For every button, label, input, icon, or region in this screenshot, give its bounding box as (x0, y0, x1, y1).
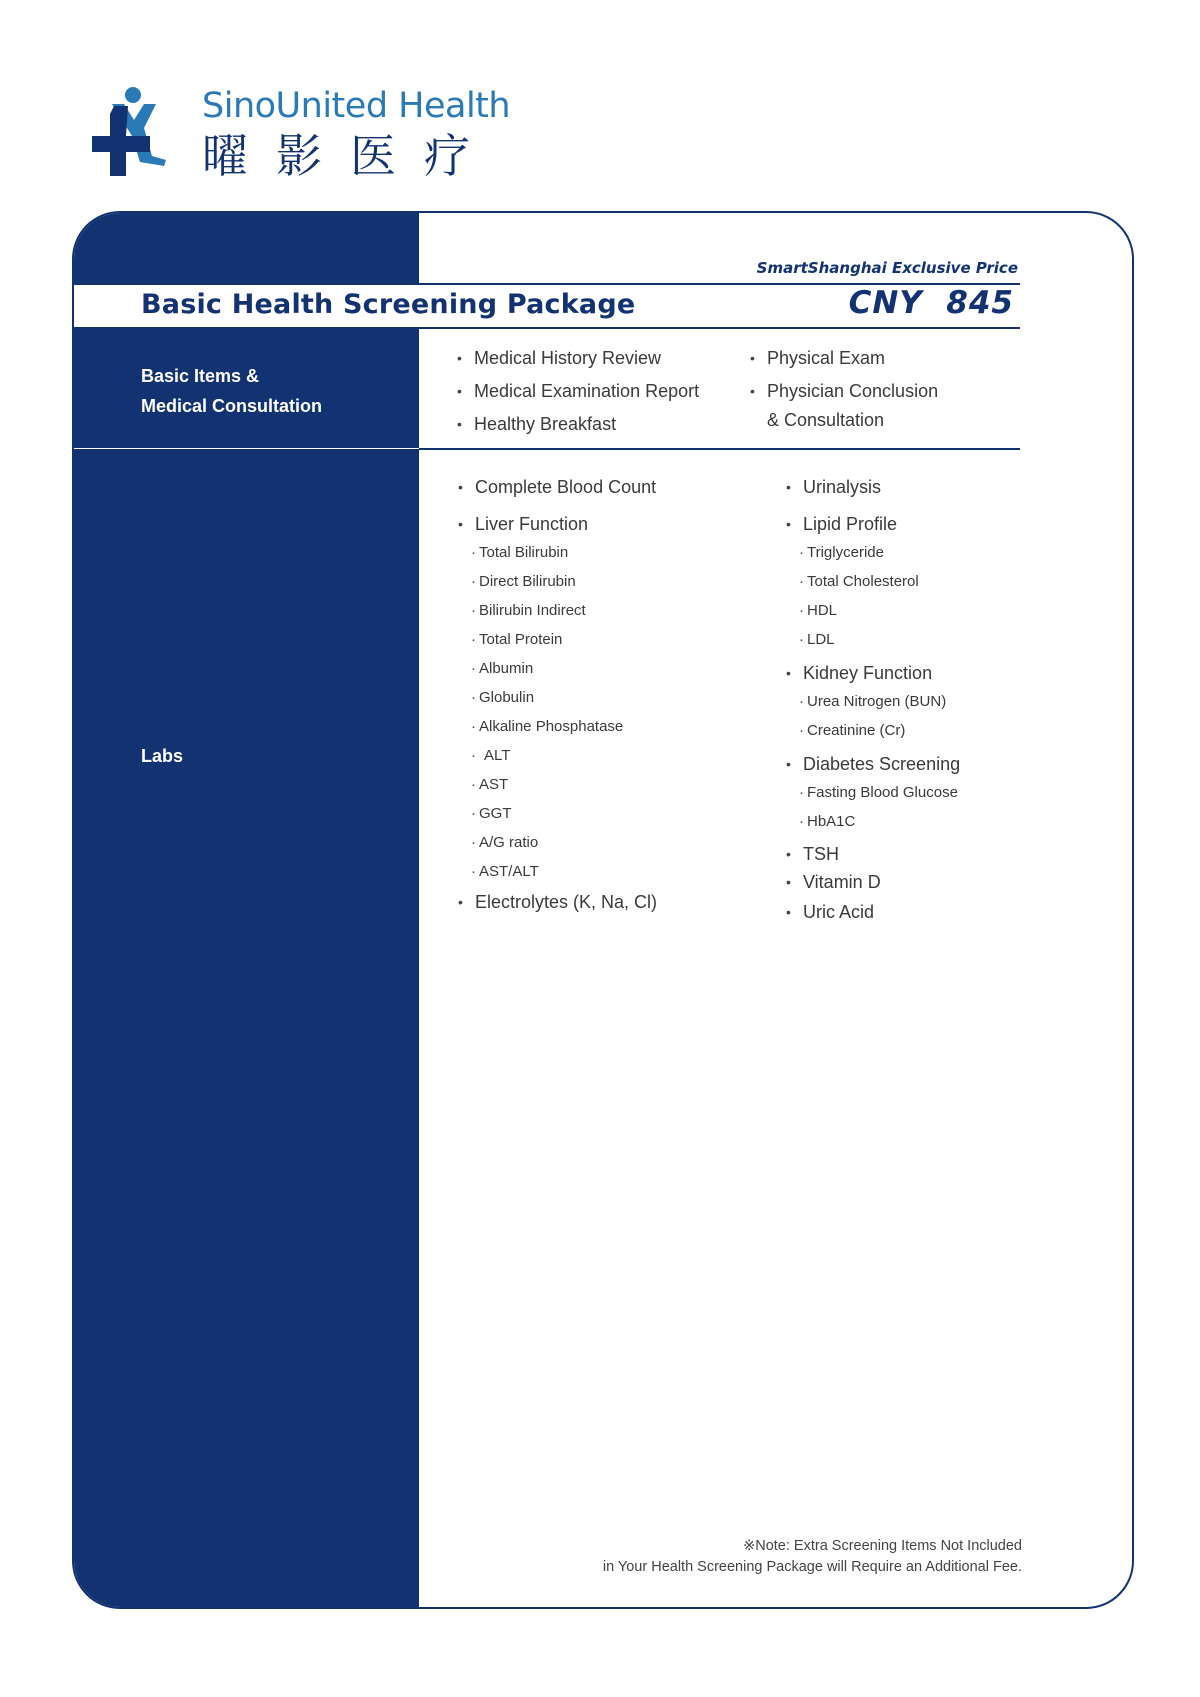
list-item: • Diabetes Screening (786, 750, 960, 778)
sub-list-item: · AST (458, 770, 657, 799)
labs-label: Labs (141, 746, 184, 766)
list-item: • Medical History Review (457, 342, 699, 375)
labs-list-2 (786, 473, 960, 926)
sub-list-item: · Triglyceride (786, 538, 960, 567)
basic-items-label-line1: Basic Items & (141, 366, 260, 386)
list-item: • Kidney Function (786, 659, 960, 687)
sub-list-item: · Urea Nitrogen (BUN) (786, 687, 960, 716)
footnote-line1: ※Note: Extra Screening Items Not Included (743, 1538, 1022, 1554)
section-divider (419, 448, 1020, 450)
list-item: • Complete Blood Count (458, 473, 657, 501)
sub-list-item: · AST/ALT (458, 857, 657, 886)
footnote (603, 1536, 1022, 1578)
list-item: • Medical Examination Report (457, 375, 699, 408)
sub-list-item: · Creatinine (Cr) (786, 716, 960, 745)
sub-list-item: · Alkaline Phosphatase (458, 712, 657, 741)
sub-list-item: · ALT (458, 741, 657, 770)
sub-list-item: · A/G ratio (458, 828, 657, 857)
list-item: • Healthy Breakfast (457, 408, 699, 441)
footnote-line2: in Your Health Screening Package will Require an Additional Fee. (602, 1559, 1022, 1575)
list-item: • Physician Conclusion (750, 375, 938, 408)
sub-list-item: · HDL (786, 596, 960, 625)
list-item: • Electrolytes (K, Na, Cl) (458, 888, 657, 916)
exclusive-price-label: SmartShanghai Exclusive Price (756, 259, 1018, 277)
package-title: Basic Health Screening Package (141, 289, 636, 320)
package-price: CNY 845 (848, 285, 1014, 321)
sub-list-item: · Direct Bilirubin (458, 567, 657, 596)
sub-list-item: · Globulin (458, 683, 657, 712)
basic-items-label-line2: Medical Consultation (141, 396, 323, 416)
sub-list-item: · HbA1C (786, 807, 960, 836)
sub-list-item: · Total Bilirubin (458, 538, 657, 567)
list-item: • Physical Exam (750, 342, 938, 375)
sub-list-item: · GGT (458, 799, 657, 828)
sub-list-item: · Total Protein (458, 625, 657, 654)
left-column (74, 213, 419, 1607)
package-card (72, 211, 1134, 1609)
labs-list-1 (458, 473, 657, 916)
basic-items-list-2 (750, 342, 938, 432)
section-divider (74, 448, 419, 449)
list-item-continuation: & Consultation (767, 410, 885, 430)
basic-items-list-1 (457, 342, 699, 441)
sub-list-item: · Bilirubin Indirect (458, 596, 657, 625)
list-item: • Vitamin D (786, 868, 960, 896)
title-band (74, 283, 1020, 329)
sub-list-item: · LDL (786, 625, 960, 654)
sub-list-item: · Fasting Blood Glucose (786, 778, 960, 807)
brand-logo (92, 84, 511, 184)
list-item: • TSH (786, 840, 960, 868)
list-item: • Uric Acid (786, 898, 960, 926)
sub-list-item: · Albumin (458, 654, 657, 683)
sub-list-item: · Total Cholesterol (786, 567, 960, 596)
list-item: • Lipid Profile (786, 510, 960, 538)
brand-name-cn: 曜影医疗 (202, 129, 498, 183)
basic-items-label (141, 361, 322, 421)
sinounited-logo-icon (92, 84, 172, 180)
brand-name-en: SinoUnited Health (202, 86, 511, 126)
list-item: • Urinalysis (786, 473, 960, 501)
list-item: • Liver Function (458, 510, 657, 538)
